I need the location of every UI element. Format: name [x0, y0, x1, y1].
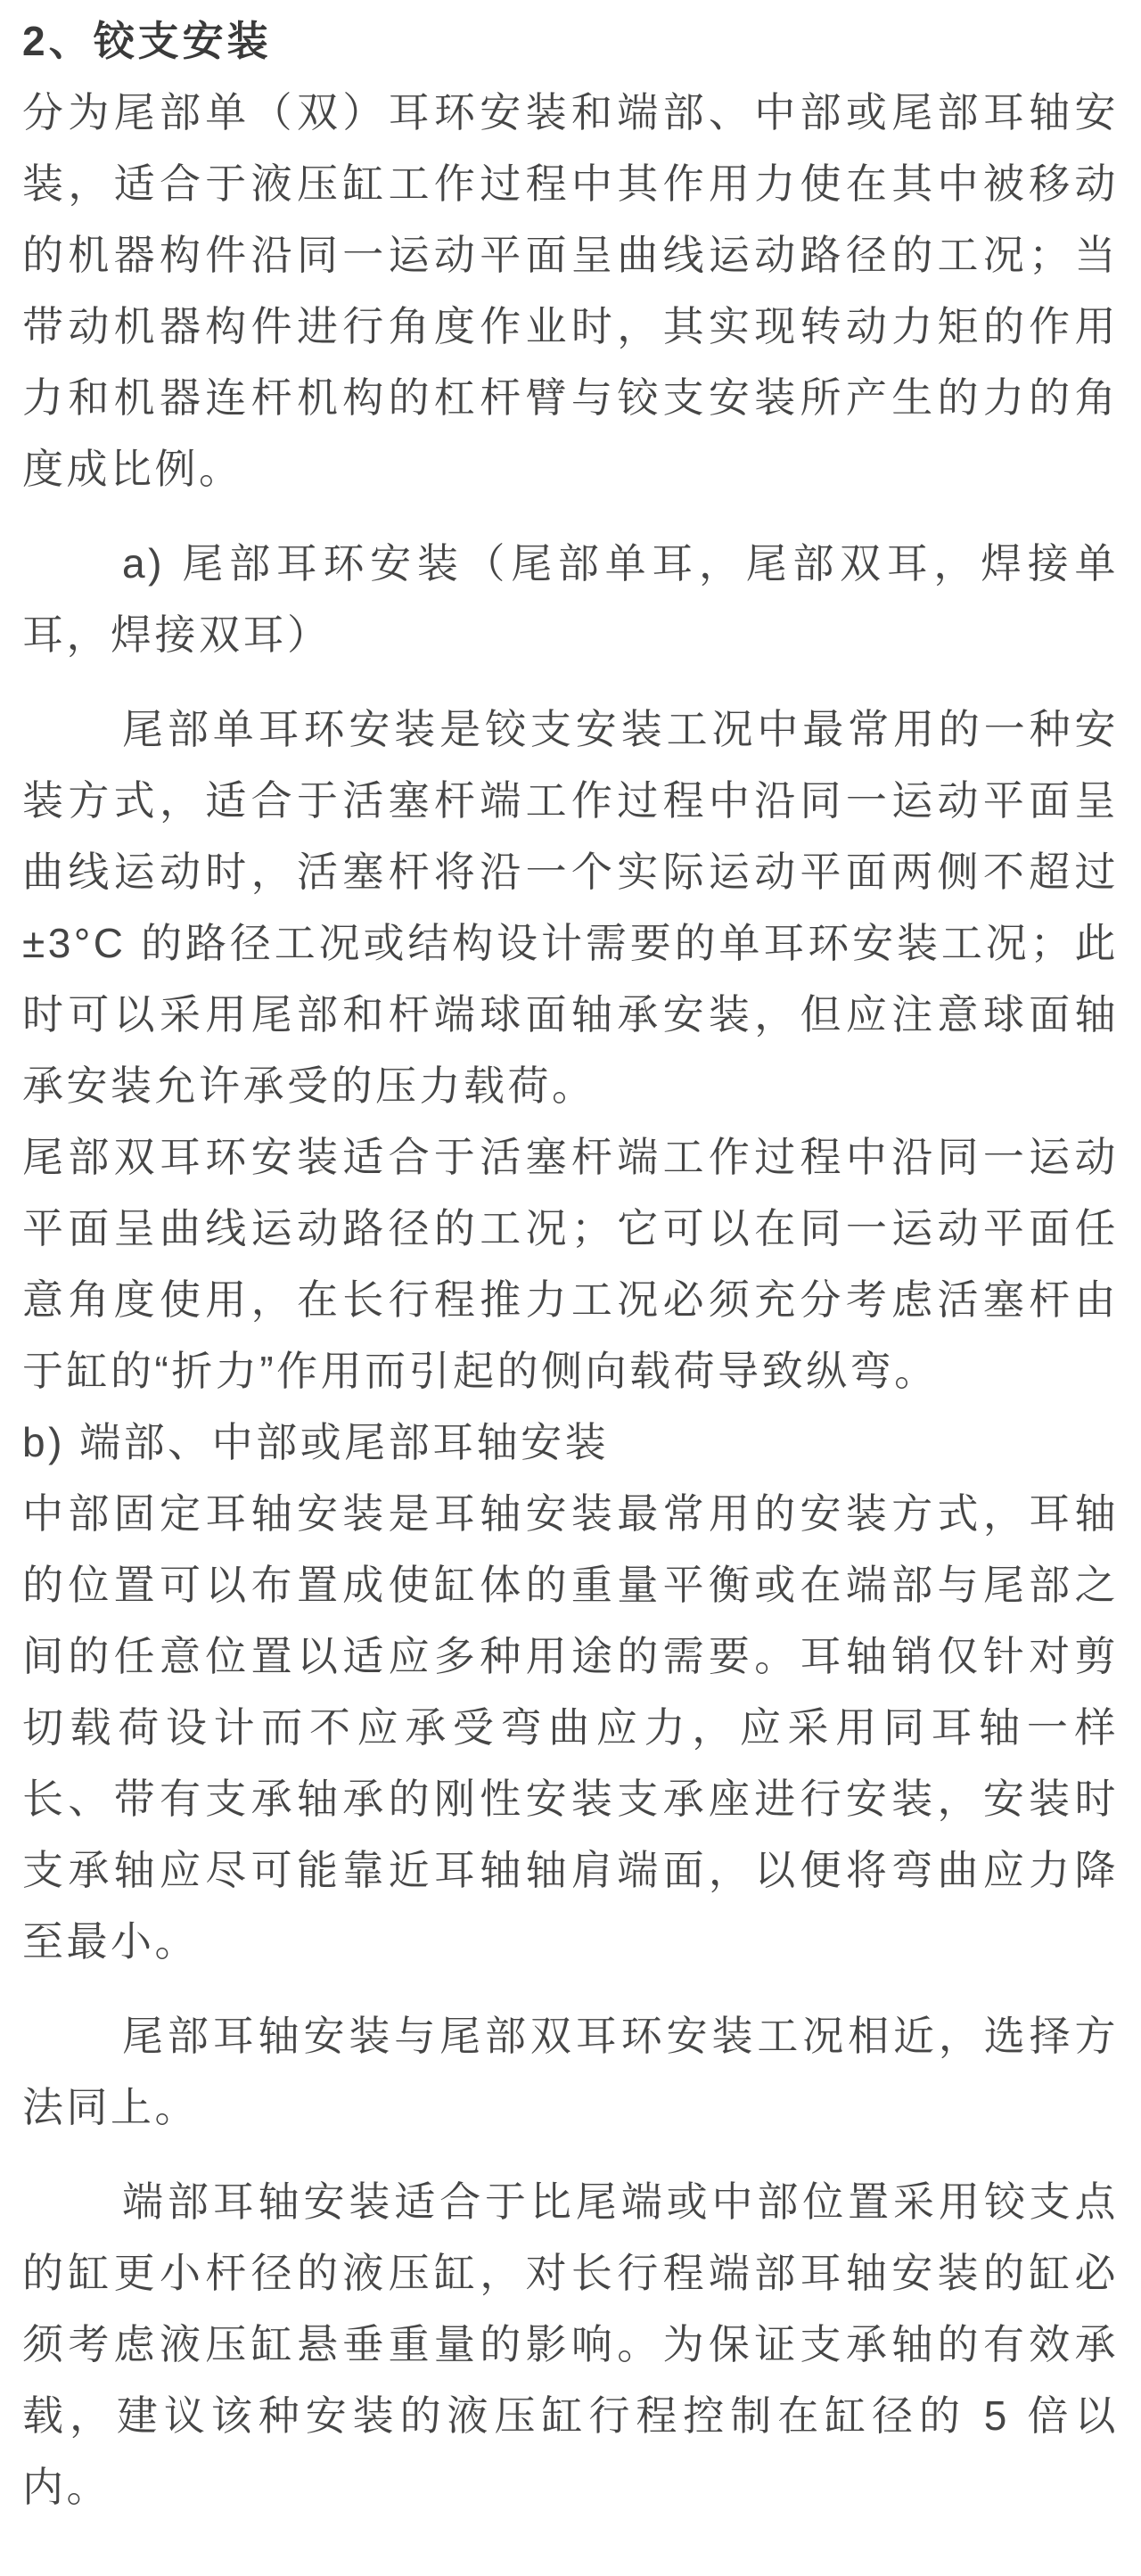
paragraph-end-trunnion: 端部耳轴安装适合于比尾端或中部位置采用铰支点的缸更小杆径的液压缸，对长行程端部耳轴安装的缸必须考虑液压缸悬垂重量的影响。为保证支承轴的有效承载，建议该种安装的液压缸行程控制在缸径的 5 倍以内。	[22, 2178, 1119, 2510]
paragraph-rear-single-eye: 尾部单耳环安装是铰支安装工况中最常用的一种安装方式，适合于活塞杆端工作过程中沿同一运动平面呈曲线运动时，活塞杆将沿一个实际运动平面两侧不超过 ±3°C 的路径工况或结构设计需要的单耳环安装工况；此时可以采用尾部和杆端球面轴承安装，但应注意球面轴承安装允许承受的压力载荷。	[22, 706, 1119, 1109]
paragraph-rear-trunnion: 尾部耳轴安装与尾部双耳环安装工况相近，选择方法同上。	[22, 2013, 1119, 2130]
paragraph-item-b: b) 端部、中部或尾部耳轴安装	[22, 1419, 610, 1465]
paragraph-rear-double-eye: 尾部双耳环安装适合于活塞杆端工作过程中沿同一运动平面呈曲线运动路径的工况；它可以在同一运动平面任意角度使用，在长行程推力工况必须充分考虑活塞杆由于缸的“折力”作用而引起的侧向载荷导致纵弯。	[22, 1134, 1119, 1394]
paragraph-intro: 分为尾部单（双）耳环安装和端部、中部或尾部耳轴安装，适合于液压缸工作过程中其作用力使在其中被移动的机器构件沿同一运动平面呈曲线运动路径的工况；当带动机器构件进行角度作业时，其实现转动力矩的作用力和机器连杆机构的杠杆臂与铰支安装所产生的力的角度成比例。	[22, 89, 1119, 492]
paragraph-mid-trunnion: 中部固定耳轴安装是耳轴安装最常用的安装方式，耳轴的位置可以布置成使缸体的重量平衡或在端部与尾部之间的任意位置以适应多种用途的需要。耳轴销仅针对剪切载荷设计而不应承受弯曲应力，应采用同耳轴一样长、带有支承轴承的刚性安装支承座进行安装，安装时支承轴应尽可能靠近耳轴轴肩端面，以便将弯曲应力降至最小。	[22, 1490, 1119, 1965]
paragraph-item-a: a) 尾部耳环安装（尾部单耳，尾部双耳，焊接单耳，焊接双耳）	[22, 540, 1119, 658]
section-heading: 2、铰支安装	[22, 18, 272, 64]
